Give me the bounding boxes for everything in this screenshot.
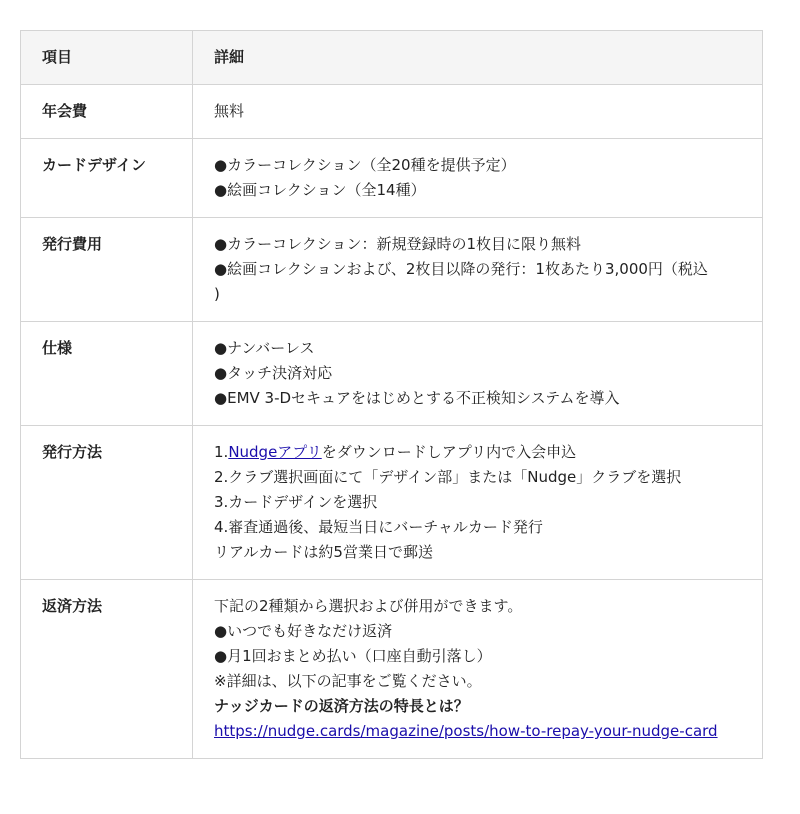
issue-cost-line: ●絵画コレクションおよび、2枚目以降の発行：1枚あたり3,000円（税込 (214, 260, 708, 278)
repay-article-title: ナッジカードの返済方法の特長とは？ (214, 697, 469, 715)
method-line: 3.カードデザインを選択 (214, 493, 378, 511)
row-label-spec: 仕様 (21, 322, 193, 426)
spec-line: ●ナンバーレス (214, 339, 315, 357)
table-row-method (21, 426, 763, 580)
issue-cost-line: ●カラーコレクション：新規登録時の1枚目に限り無料 (214, 235, 582, 253)
repay-line: ●月1回おまとめ払い（口座自動引落し） (214, 647, 492, 665)
row-label-fee: 年会費 (21, 85, 193, 139)
method-step-1-prefix: 1. (214, 443, 229, 461)
repay-line: ●いつでも好きなだけ返済 (214, 622, 393, 640)
row-value-repay (193, 580, 763, 759)
table-row-design (21, 139, 763, 218)
nudge-app-link[interactable]: Nudgeアプリ (228, 443, 322, 461)
repay-article-link[interactable]: https://nudge.cards/magazine/posts/how-to-repay-your-nudge-card (214, 722, 718, 740)
method-line: 2.クラブ選択画面にて「デザイン部」または「Nudge」クラブを選択 (214, 468, 682, 486)
header-detail: 詳細 (193, 31, 763, 85)
table-row-repay (21, 580, 763, 759)
design-line: ●カラーコレクション（全20種を提供予定） (214, 156, 516, 174)
repay-line: 下記の2種類から選択および併用ができます。 (214, 597, 523, 615)
row-value-fee: 無料 (193, 85, 763, 139)
card-info-table-container (20, 30, 762, 759)
repay-line: ※詳細は、以下の記事をご覧ください。 (214, 672, 482, 690)
method-step-1-suffix: をダウンロードしアプリ内で入会申込 (321, 443, 577, 461)
row-value-design (193, 139, 763, 218)
table-row-fee (21, 85, 763, 139)
method-line: リアルカードは約5営業日で郵送 (214, 543, 433, 561)
table-row-spec (21, 322, 763, 426)
row-value-method (193, 426, 763, 580)
spec-line: ●タッチ決済対応 (214, 364, 333, 382)
design-line: ●絵画コレクション（全14種） (214, 181, 426, 199)
row-label-design: カードデザイン (21, 139, 193, 218)
header-item: 項目 (21, 31, 193, 85)
row-value-issue-cost (193, 218, 763, 322)
issue-cost-line: ) (214, 285, 220, 303)
table-row-issue-cost (21, 218, 763, 322)
spec-line: ●EMV 3-Dセキュアをはじめとする不正検知システムを導入 (214, 389, 620, 407)
card-info-table (20, 30, 763, 759)
row-label-repay: 返済方法 (21, 580, 193, 759)
row-label-issue-cost: 発行費用 (21, 218, 193, 322)
method-step-1 (214, 440, 742, 465)
row-value-spec (193, 322, 763, 426)
row-label-method: 発行方法 (21, 426, 193, 580)
table-header-row (21, 31, 763, 85)
method-line: 4.審査通過後、最短当日にバーチャルカード発行 (214, 518, 543, 536)
